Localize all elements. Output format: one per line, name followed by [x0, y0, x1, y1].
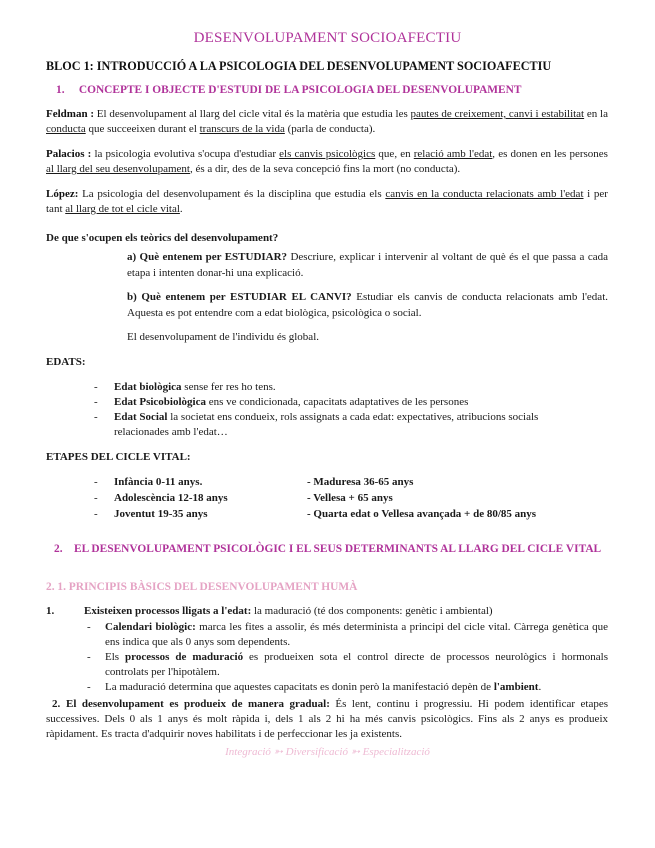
answer-a — [127, 250, 608, 282]
etapa-left: Infància 0-11 anys. — [114, 476, 203, 488]
principle-2 — [46, 697, 608, 743]
feldman-author: Feldman : — [46, 108, 94, 120]
feldman-underline-2: conducta — [46, 123, 86, 136]
lopez-text-2: i per tant — [46, 188, 608, 216]
item-text: . — [538, 681, 542, 693]
dash: - — [94, 476, 98, 488]
feldman-text-4: (parla de conducta). — [284, 123, 376, 136]
palacios-author: Palacios : — [46, 148, 92, 160]
edats-label: EDATS: — [46, 356, 86, 368]
section-1-heading — [56, 84, 521, 96]
edat-term: Edat Social — [114, 411, 168, 423]
edat-term: Edat biològica — [114, 381, 182, 393]
edat-term: Edat Psicobiològica — [114, 396, 206, 408]
lopez-text-3: . — [179, 203, 183, 216]
item-term: l'ambient — [493, 681, 539, 693]
lopez-paragraph — [46, 187, 608, 217]
section-2-title: EL DESENVOLUPAMENT PSICOLÒGIC I EL SEUS DETERMINANTS AL LLARG DEL CICLE VITAL — [74, 543, 602, 555]
item-term: Calendari biològic: — [105, 621, 196, 633]
section-1-title: CONCEPTE I OBJECTE D'ESTUDI DE LA PSICOLOGIA DEL DESENVOLUPAMENT — [78, 84, 522, 96]
principle-2-title: El desenvolupament es produeix de manera gradual: — [66, 698, 330, 710]
dash: - — [87, 681, 91, 693]
answer-b — [127, 290, 608, 322]
principle-1-title: Existeixen processos lligats a l'edat: — [84, 605, 252, 617]
etapes-list — [94, 475, 594, 523]
feldman-text-1: El desenvolupament al llarg del cicle vital és la matèria que estudia les — [94, 108, 411, 120]
palacios-text-1: la psicologia evolutiva s'ocupa d'estudiar — [91, 148, 280, 160]
list-item — [87, 620, 609, 650]
list-item — [94, 380, 594, 395]
list-item — [94, 475, 594, 491]
lopez-author: López: — [46, 188, 79, 200]
section-2-number: 2. — [54, 543, 63, 555]
palacios-underline-1: els canvis psicològics — [279, 148, 376, 160]
list-item — [87, 650, 609, 680]
palacios-underline-3: al llarg del seu desenvolupament — [46, 163, 190, 176]
etapes-label: ETAPES DEL CICLE VITAL: — [46, 451, 191, 463]
palacios-text-4: , és a dir, des de la seva concepció fins la mort (no conducta). — [189, 163, 461, 176]
list-item — [87, 680, 608, 695]
edat-text: la societat ens condueix, rols assignats a cada edat: expectatives, atribucions socials relacionades amb l'edat… — [114, 411, 539, 438]
item-text: es produeixen sota el control directe de processos neurològics i hormonals controlats per l'hipotàlem. — [105, 651, 609, 678]
palacios-text-3: , es donen en les persones — [492, 148, 608, 160]
lopez-underline-2: al llarg de tot el cicle vital — [65, 203, 180, 216]
dash: - — [94, 508, 98, 520]
item-text: marca les fites a assolir, és més determinista a principi del cicle vital. Càrrega genètica que ens indica que als 0 anys som dependents. — [105, 621, 609, 648]
item-pre: La maduració determina que aquestes capacitats es donin però la manifestació depèn de — [105, 681, 494, 693]
section-2-1-heading: 2. 1. PRINCIPIS BÀSICS DEL DESENVOLUPAMENT HUMÀ — [46, 581, 358, 593]
theorists-question: De que s'ocupen els teòrics del desenvolupament? — [46, 232, 279, 244]
answer-b-label: b) Què entenem per ESTUDIAR EL CANVI? — [127, 291, 352, 303]
etapa-right: - Maduresa 36-65 anys — [307, 476, 414, 488]
feldman-text-3: que succeeixen durant el — [85, 123, 200, 136]
bloc-heading: BLOC 1: INTRODUCCIÓ A LA PSICOLOGIA DEL DESENVOLUPAMENT SOCIOAFECTIU — [46, 59, 552, 73]
palacios-text-2: que, en — [375, 148, 414, 160]
principle-1-list — [87, 620, 609, 695]
dash: - — [94, 396, 98, 408]
list-item — [94, 410, 594, 440]
principle-1 — [46, 605, 493, 617]
palacios-paragraph — [46, 147, 608, 177]
etapa-right: - Vellesa + 65 anys — [307, 492, 393, 504]
item-pre: Els — [105, 651, 126, 663]
section-1-number: 1. — [56, 84, 65, 96]
principle-1-text: la maduració (té dos components: genètic i ambiental) — [251, 605, 493, 617]
feldman-paragraph — [46, 107, 608, 137]
edats-list — [94, 380, 594, 440]
dash: - — [87, 621, 91, 633]
dash: - — [94, 492, 98, 504]
dash: - — [94, 411, 98, 423]
document-title: DESENVOLUPAMENT SOCIOAFECTIU — [193, 30, 462, 46]
principle-2-number: 2. — [52, 698, 61, 710]
feldman-underline-1: pautes de creixement, canvi i estabilitat — [410, 108, 585, 120]
answer-b-text: Estudiar els canvis de conducta relacionats amb l'edat. Aquesta es pot entendre com a edat biològica, psicològica o social. — [127, 291, 608, 319]
dash: - — [87, 651, 91, 663]
palacios-underline-2: relació amb l'edat — [413, 148, 493, 160]
list-item — [94, 491, 594, 507]
list-item — [94, 395, 594, 410]
list-item — [94, 507, 594, 523]
feldman-underline-3: transcurs de la vida — [199, 123, 285, 136]
dash: - — [94, 381, 98, 393]
etapa-right: - Quarta edat o Vellesa avançada + de 80/85 anys — [307, 508, 537, 520]
answer-a-label: a) Què entenem per ESTUDIAR? — [127, 251, 288, 263]
global-development-note: El desenvolupament de l'individu és global. — [127, 331, 320, 343]
feldman-text-2: en la — [584, 108, 608, 120]
item-term: processos de maduració — [125, 651, 244, 663]
principle-1-number: 1. — [46, 605, 55, 617]
lopez-text-1: La psicologia del desenvolupament és la disciplina que estudia els — [78, 188, 386, 200]
answer-a-text: Descriure, explicar i intervenir al voltant de què és el que passa a cada etapa i intenten donar-hi una explicació. — [127, 251, 608, 279]
edat-text: ens ve condicionada, capacitats adaptatives de les persones — [205, 396, 469, 408]
etapa-left: Adolescència 12-18 anys — [114, 492, 228, 504]
edat-text: sense fer res ho tens. — [181, 381, 276, 393]
process-chain-caption: Integració ➳ Diversificació ➳ Especialització — [225, 746, 430, 758]
section-2-heading — [46, 541, 606, 558]
principle-2-text: És lent, continu i progressiu. Hi podem identificar etapes successives. Dels 0 als 1 anys és molt ràpida i, dels 1 als 2 hi ha més canvis psicològics. Fins als 2 anys es produeix ràpidament. Es tracta d'adquirir noves habilitats i de perfeccionar les ja existents. — [46, 698, 608, 741]
lopez-underline-1: canvis en la conducta relacionats amb l'edat — [385, 188, 584, 200]
etapa-left: Joventut 19-35 anys — [114, 508, 208, 520]
